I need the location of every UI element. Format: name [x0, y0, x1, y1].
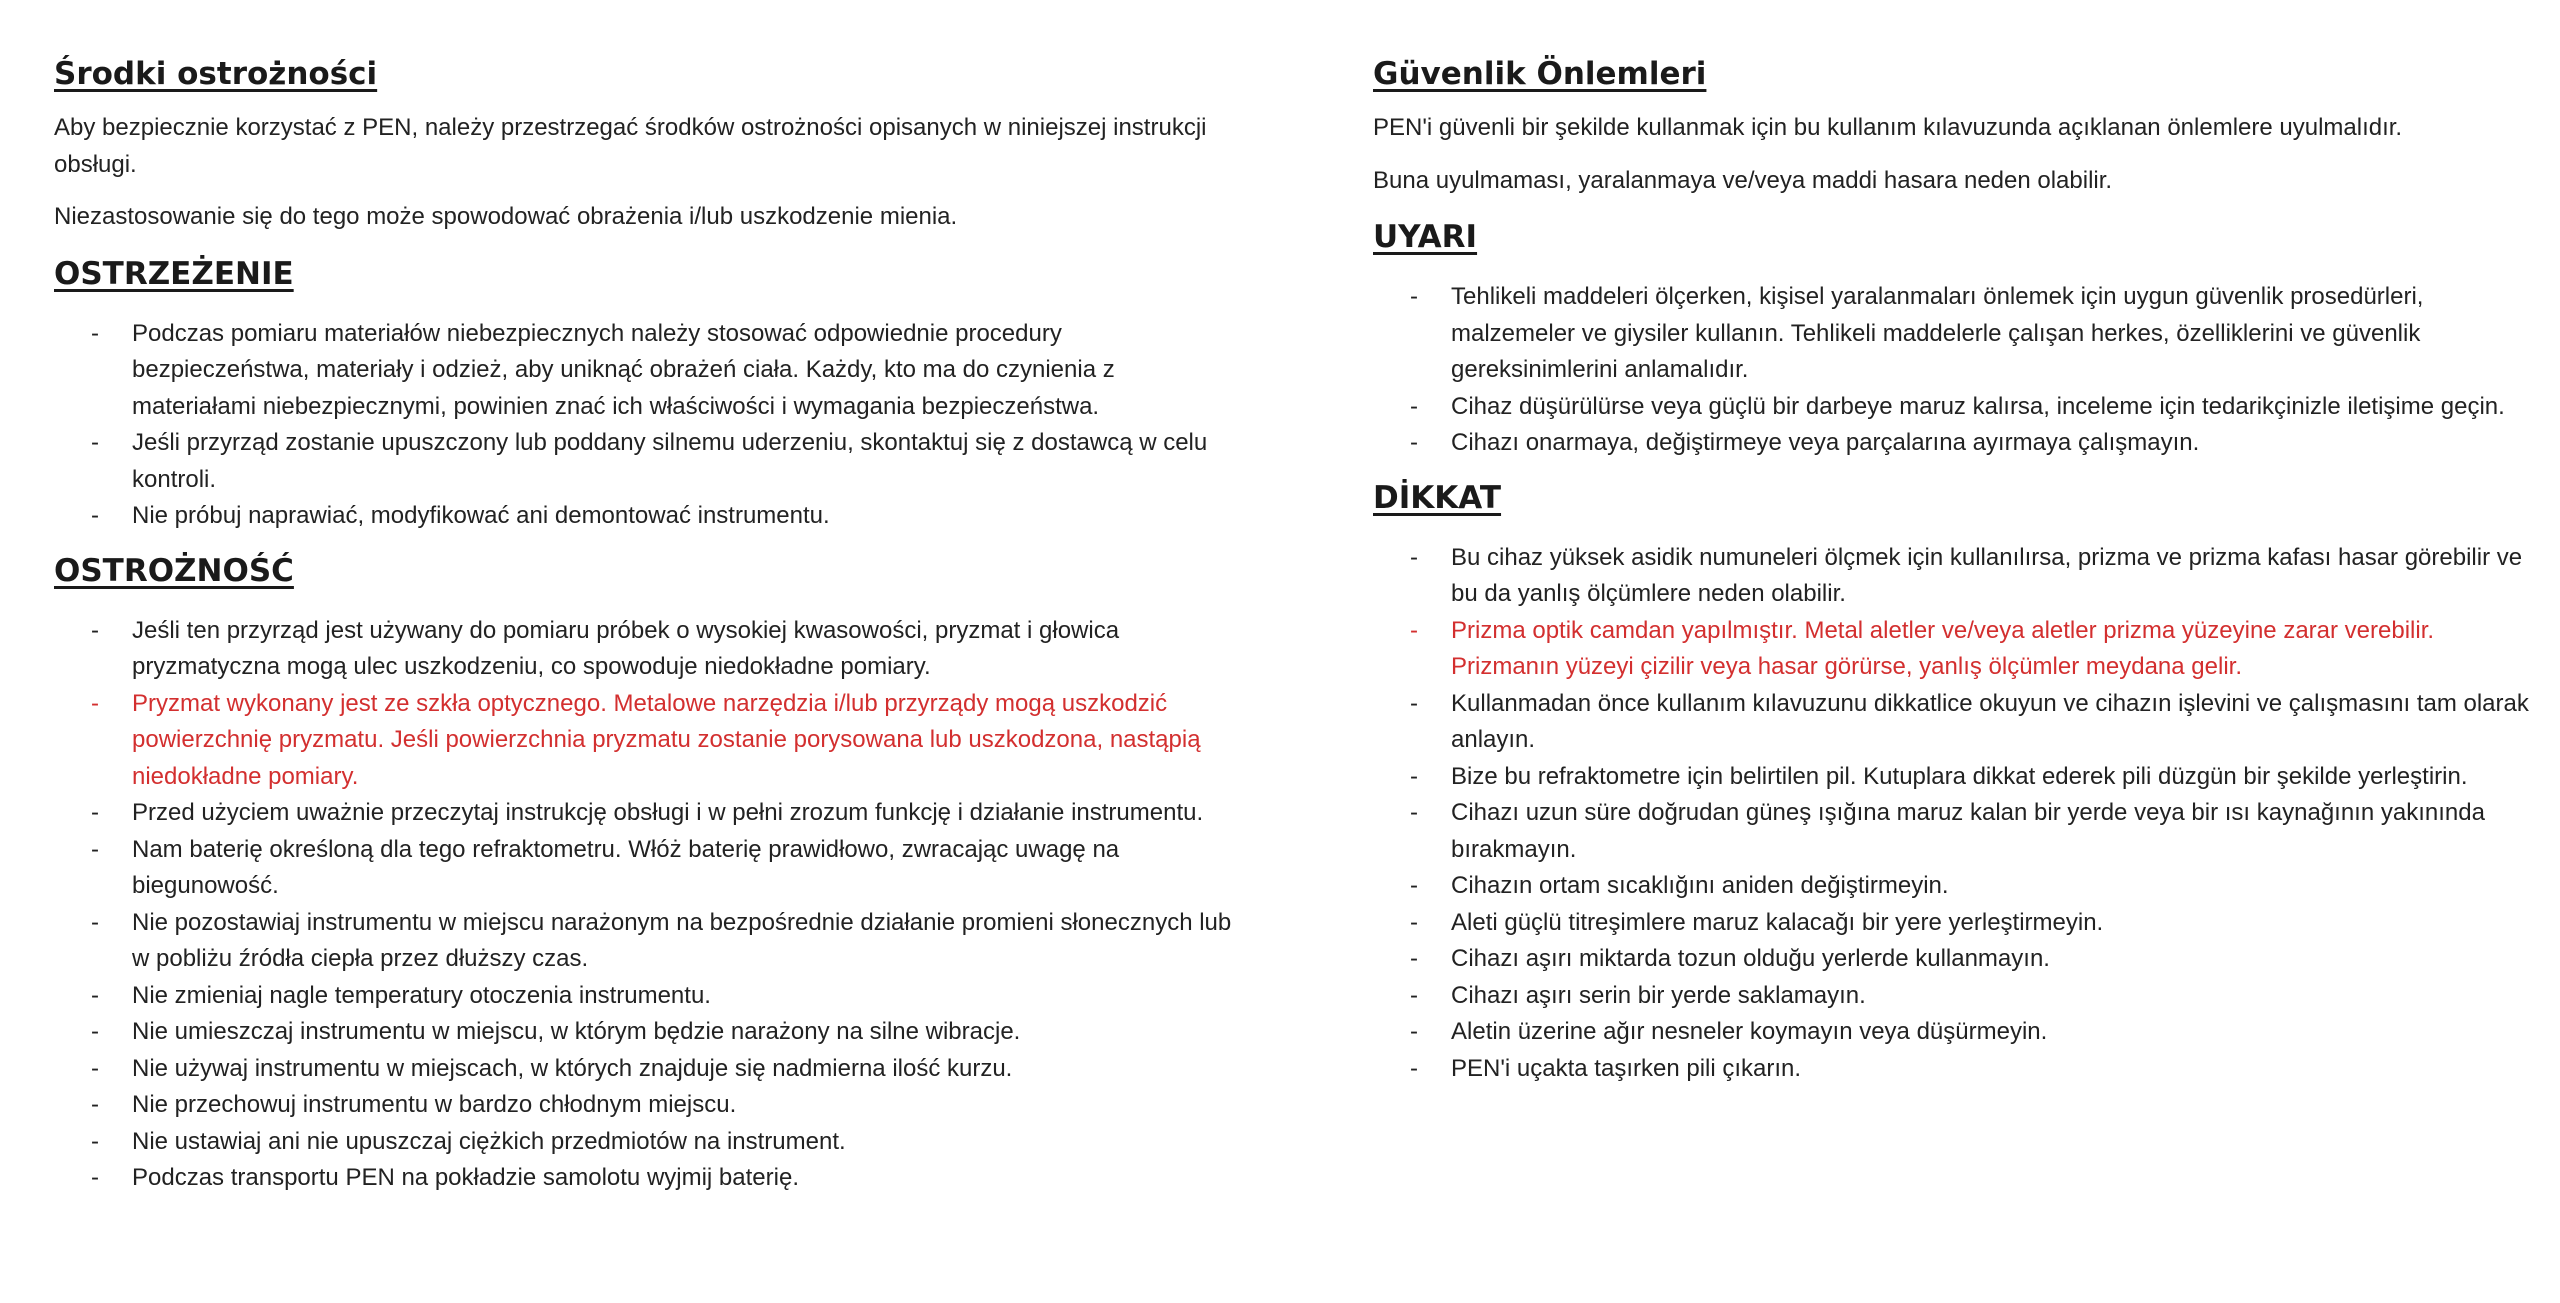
list-item-text: Cihazı onarmaya, değiştirmeye veya parçalarına ayırmaya çalışmayın.: [1451, 429, 2200, 456]
list-item-text: Cihaz düşürülürse veya güçlü bir darbeye maruz kalırsa, inceleme için tedarikçinizle iletişime geçin.: [1451, 392, 2505, 420]
list-item: [1373, 759, 2533, 796]
bullet-dash: -: [91, 908, 99, 936]
list-item: [1373, 1014, 2533, 1051]
page-title: Güvenlik Önlemleri: [1373, 56, 1707, 92]
bullet-dash: -: [1410, 762, 1418, 790]
list-item-text: Pryzmat wykonany jest ze szkła optycznego. Metalowe narzędzia i/lub przyrządy mogą uszkodzić powierzchnię pryzmatu. Jeśli powierzchnia pryzmatu zostanie porysowana lub uszkodzona, nastąpią niedokładne pomiary.: [132, 689, 1201, 790]
list-item-text: Podczas transportu PEN na pokładzie samolotu wyjmij baterię.: [132, 1164, 799, 1191]
list-item: [54, 905, 1244, 978]
list-item: [1373, 540, 2533, 613]
warning-heading: OSTRZEŻENIE: [54, 255, 294, 292]
highlighted-list-item: [54, 686, 1244, 796]
list-item: [54, 425, 1244, 498]
warning-heading: UYARI: [1373, 219, 1478, 255]
list-item-text: Kullanmadan önce kullanım kılavuzunu dikkatlice okuyun ve cihazın işlevini ve çalışmasını tam olarak anlayın.: [1451, 689, 2529, 753]
page-title: Środki ostrożności: [54, 56, 378, 92]
bullet-dash: -: [1410, 945, 1418, 972]
list-item: [54, 1124, 1244, 1161]
bullet-dash: -: [91, 1054, 99, 1082]
list-item: [54, 1051, 1244, 1088]
list-item: [54, 1160, 1244, 1197]
bullet-dash: -: [91, 799, 99, 826]
list-item-text: Aletin üzerine ağır nesneler koymayın veya düşürmeyin.: [1451, 1018, 2048, 1045]
bullet-dash: -: [1410, 908, 1418, 936]
bullet-dash: -: [91, 429, 99, 456]
list-item: [54, 498, 1244, 535]
list-item-text: Nie przechowuj instrumentu w bardzo chłodnym miejscu.: [132, 1091, 737, 1118]
list-item-text: Prizma optik camdan yapılmıştır. Metal aletler ve/veya aletler prizma yüzeyine zarar verebilir. Prizmanın yüzeyi çizilir veya hasar görürse, yanlış ölçümler meydana gelir.: [1451, 616, 2435, 680]
bullet-dash: -: [1410, 1018, 1418, 1045]
warning-list: [1373, 273, 2533, 462]
bullet-dash: -: [91, 1164, 99, 1191]
bullet-dash: -: [1410, 689, 1418, 717]
intro-paragraph: Niezastosowanie się do tego może spowodować obrażenia i/lub uszkodzenie mienia.: [54, 203, 958, 230]
list-item: [1373, 425, 2533, 462]
list-item-text: Tehlikeli maddeleri ölçerken, kişisel yaralanmaları önlemek için uygun güvenlik prosedürleri, malzemeler ve giysiler kullanın. Tehlikeli maddelerle çalışan herkes, özelliklerini ve güvenlik gereksinimlerini anlamalıdır.: [1451, 283, 2424, 383]
bullet-dash: -: [91, 319, 99, 347]
intro-paragraph: PEN'i güvenli bir şekilde kullanmak için bu kullanım kılavuzunda açıklanan önlemlere uyulmalıdır.: [1373, 114, 2403, 141]
list-item-text: Nie pozostawiaj instrumentu w miejscu narażonym na bezpośrednie działanie promieni słonecznych lub w pobliżu źródła ciepła przez dłuższy czas.: [132, 908, 1232, 972]
list-item: [1373, 941, 2533, 978]
list-item: [1373, 686, 2533, 759]
list-item: [54, 1014, 1244, 1051]
bullet-dash: -: [91, 502, 99, 529]
bullet-dash: -: [1410, 543, 1418, 571]
list-item: [54, 1087, 1244, 1124]
bullet-dash: -: [91, 835, 99, 863]
bullet-dash: -: [91, 1091, 99, 1118]
bullet-dash: -: [1410, 799, 1418, 826]
bullet-dash: -: [1410, 392, 1418, 420]
polish-column: [54, 52, 1244, 1211]
caution-heading: OSTROŻNOŚĆ: [54, 552, 294, 589]
list-item: [1373, 279, 2533, 389]
bullet-dash: -: [91, 1127, 99, 1155]
list-item: [1373, 389, 2533, 426]
list-item-text: Nie umieszczaj instrumentu w miejscu, w którym będzie narażony na silne wibracje.: [132, 1018, 1021, 1045]
bullet-dash: -: [91, 981, 99, 1009]
list-item-text: Nie zmieniaj nagle temperatury otoczenia instrumentu.: [132, 981, 711, 1009]
turkish-column: [1373, 52, 2533, 1101]
bullet-dash: -: [1410, 283, 1418, 310]
caution-heading: DİKKAT: [1373, 479, 1502, 516]
warning-list: [54, 310, 1244, 535]
bullet-dash: -: [1410, 872, 1418, 899]
bullet-dash: -: [91, 689, 99, 717]
list-item: [54, 795, 1244, 832]
list-item-text: Cihazı uzun süre doğrudan güneş ışığına maruz kalan bir yerde veya bir ısı kaynağının yakınında bırakmayın.: [1451, 799, 2485, 863]
list-item-text: Nie ustawiaj ani nie upuszczaj ciężkich przedmiotów na instrument.: [132, 1127, 846, 1155]
highlighted-list-item: [1373, 613, 2533, 686]
list-item: [54, 978, 1244, 1015]
list-item-text: Nie używaj instrumentu w miejscach, w których znajduje się nadmierna ilość kurzu.: [132, 1054, 1013, 1082]
bullet-dash: -: [1410, 1054, 1418, 1082]
bullet-dash: -: [91, 1018, 99, 1045]
list-item-text: PEN'i uçakta taşırken pili çıkarın.: [1451, 1054, 1802, 1082]
list-item-text: Cihazı aşırı miktarda tozun olduğu yerlerde kullanmayın.: [1451, 945, 2050, 972]
list-item-text: Cihazı aşırı serin bir yerde saklamayın.: [1451, 981, 1866, 1009]
caution-list: [1373, 534, 2533, 1088]
list-item-text: Jeśli ten przyrząd jest używany do pomiaru próbek o wysokiej kwasowości, pryzmat i głowica pryzmatyczna mogą ulec uszkodzeniu, co spowoduje niedokładne pomiary.: [132, 616, 1120, 680]
list-item: [1373, 795, 2533, 868]
list-item-text: Jeśli przyrząd zostanie upuszczony lub poddany silnemu uderzeniu, skontaktuj się z dostawcą w celu kontroli.: [132, 429, 1208, 493]
list-item-text: Cihazın ortam sıcaklığını aniden değiştirmeyin.: [1451, 872, 1949, 899]
intro-paragraph: Buna uyulmaması, yaralanmaya ve/veya maddi hasara neden olabilir.: [1373, 166, 2113, 194]
list-item-text: Nam baterię określoną dla tego refraktometru. Włóż baterię prawidłowo, zwracając uwagę na biegunowość.: [132, 835, 1120, 899]
list-item-text: Aleti güçlü titreşimlere maruz kalacağı bir yere yerleştirmeyin.: [1451, 908, 2104, 936]
list-item-text: Podczas pomiaru materiałów niebezpiecznych należy stosować odpowiednie procedury bezpieczeństwa, materiały i odzież, aby uniknąć obrażeń ciała. Każdy, kto ma do czynienia z materiałami niebezpiecznymi, powinien znać ich właściwości i wymagania bezpieczeństwa.: [132, 319, 1115, 420]
list-item: [54, 832, 1244, 905]
list-item-text: Przed użyciem uważnie przeczytaj instrukcję obsługi i w pełni zrozum funkcję i działanie instrumentu.: [132, 799, 1204, 826]
list-item-text: Nie próbuj naprawiać, modyfikować ani demontować instrumentu.: [132, 502, 830, 529]
list-item: [1373, 868, 2533, 905]
bullet-dash: -: [1410, 616, 1418, 644]
list-item: [54, 316, 1244, 426]
list-item: [1373, 978, 2533, 1015]
list-item: [1373, 905, 2533, 942]
list-item: [54, 613, 1244, 686]
bullet-dash: -: [91, 616, 99, 644]
caution-list: [54, 607, 1244, 1197]
list-item: [1373, 1051, 2533, 1088]
bullet-dash: -: [1410, 429, 1418, 456]
bullet-dash: -: [1410, 981, 1418, 1009]
list-item-text: Bu cihaz yüksek asidik numuneleri ölçmek için kullanılırsa, prizma ve prizma kafası hasar görebilir ve bu da yanlış ölçümlere neden olabilir.: [1451, 543, 2523, 607]
list-item-text: Bize bu refraktometre için belirtilen pil. Kutuplara dikkat ederek pili düzgün bir şekilde yerleştirin.: [1451, 762, 2468, 790]
intro-paragraph: Aby bezpiecznie korzystać z PEN, należy przestrzegać środków ostrożności opisanych w niniejszej instrukcji obsługi.: [54, 114, 1207, 178]
